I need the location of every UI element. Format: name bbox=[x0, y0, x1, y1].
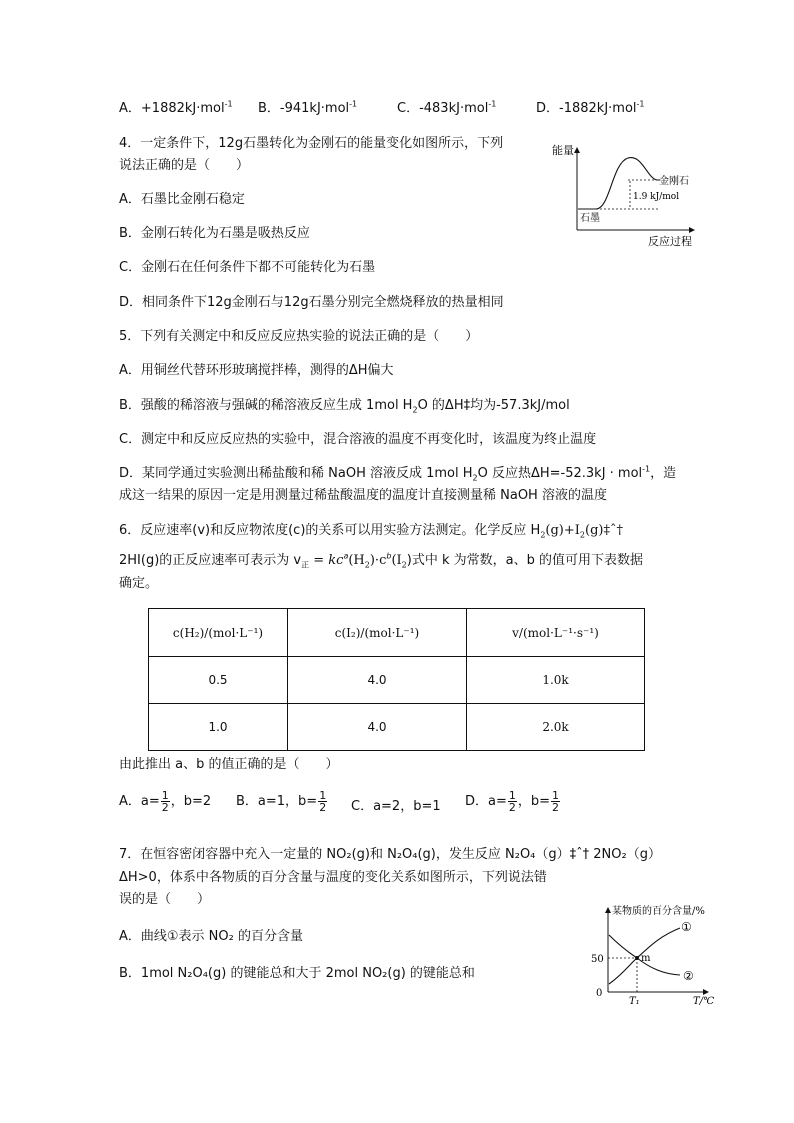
q7-graph-title: 某物质的百分含量/% bbox=[612, 906, 705, 917]
table-cell: 4.0 bbox=[288, 657, 467, 704]
header-v: v/(mol·L⁻¹·s⁻¹) bbox=[467, 609, 645, 657]
q4-stem-line2: 说法正确的是（ ） bbox=[119, 158, 250, 173]
q4-energy-diagram bbox=[548, 138, 698, 250]
q4-option-a: A．石墨比金刚石稳定 bbox=[119, 192, 245, 207]
q3-option-d: D．-1882kJ·mol$^{-1}$ bbox=[536, 99, 645, 116]
q3-option-a: A．+1882kJ·mol$^{-1}$ bbox=[119, 99, 233, 116]
q7-percent-graph bbox=[588, 900, 738, 1008]
q3-option-b: B．-941kJ·mol$^{-1}$ bbox=[258, 99, 358, 116]
q7-point-label: m bbox=[641, 953, 651, 964]
q7-option-a: A．曲线①表示 NO₂ 的百分含量 bbox=[119, 929, 303, 944]
q4-y-label: 能量 bbox=[552, 144, 574, 157]
table-cell: 0.5 bbox=[149, 657, 288, 704]
q4-option-d: D．相同条件下12g金刚石与12g石墨分别完全燃烧释放的热量相同 bbox=[119, 295, 504, 310]
q7-x-label: T/℃ bbox=[693, 996, 715, 1007]
q3-option-c: C．-483kJ·mol$^{-1}$ bbox=[397, 99, 497, 116]
q7-curve-1-label: ① bbox=[681, 920, 692, 934]
q7-point-m bbox=[635, 956, 639, 960]
q6-option-c: C．a=2，b=1 bbox=[351, 799, 441, 814]
q4-lower-label: 石墨 bbox=[580, 213, 600, 224]
q4-option-c: C．金刚石在任何条件下都不可能转化为石墨 bbox=[119, 260, 376, 275]
q7-origin-label: 0 bbox=[596, 988, 603, 999]
header-c-h2: c(H₂)/(mol·L⁻¹) bbox=[149, 609, 288, 657]
q7-curve-2-label: ② bbox=[683, 969, 694, 983]
q4-option-b: B．金刚石转化为石墨是吸热反应 bbox=[119, 226, 310, 241]
q7-stem-line2: ΔH>0，体系中各物质的百分含量与温度的变化关系如图所示，下列说法错 bbox=[119, 870, 547, 885]
table-cell: 1.0k bbox=[467, 657, 645, 704]
q6-stem-line1: 6．反应速率(v)和反应物浓度(c)的关系可以用实验方法测定。化学反应 $H_2(g)+I_2(g)\ddagger ˆ\dagger$ bbox=[119, 523, 623, 540]
table-row bbox=[149, 657, 645, 704]
table-cell: 4.0 bbox=[288, 704, 467, 751]
q6-data-table bbox=[148, 608, 645, 751]
q5-option-d-line2: 成这一结果的原因一定是用测量过稀盐酸温度的温度计直接测量稀 NaOH 溶液的温度 bbox=[119, 488, 607, 503]
q5-option-a: A．用铜丝代替环形玻璃搅拌棒，测得的ΔH偏大 bbox=[119, 363, 394, 378]
q6-conclusion: 由此推出 a、b 的值正确的是（ ） bbox=[119, 757, 339, 772]
q4-upper-label: 金刚石 bbox=[659, 176, 689, 187]
q6-option-b: B．a=1，b= $\frac{1}{2}$ bbox=[236, 789, 327, 814]
q7-stem-line1: 7．在恒容密闭容器中充入一定量的 NO₂(g)和 N₂O₄(g)，发生反应 N₂O₄（g）‡ˆ† 2NO₂（g） bbox=[119, 847, 661, 862]
q7-x-tick: T₁ bbox=[629, 996, 640, 1007]
q6-option-a: A．a= $\frac{1}{2}$ ，b=2 bbox=[119, 789, 212, 814]
q5-option-b: B．强酸的稀溶液与强碱的稀溶液反应生成 1mol $H_2O$ 的ΔH‡均为-57.3kJ/mol bbox=[119, 398, 570, 415]
q4-gap-label: 1.9 kJ/mol bbox=[633, 192, 680, 202]
q7-option-b: B．1mol N₂O₄(g) 的键能总和大于 2mol NO₂(g) 的键能总和 bbox=[119, 966, 475, 981]
table-cell: 1.0 bbox=[149, 704, 288, 751]
q7-y-tick-50: 50 bbox=[591, 954, 604, 965]
q5-stem: 5．下列有关测定中和反应反应热实验的说法正确的是（ ） bbox=[119, 329, 479, 344]
q5-option-c: C．测定中和反应反应热的实验中，混合溶液的温度不再变化时，该温度为终止温度 bbox=[119, 432, 597, 447]
q4-stem-line1: 4．一定条件下，12g石墨转化为金刚石的能量变化如图所示，下列 bbox=[119, 136, 504, 151]
q5-option-d-line1: D．某同学通过实验测出稀盐酸和稀 NaOH 溶液反成 1mol $H_2O$ 反应热ΔH=-52.3kJ · mol$^{-1}$，造 bbox=[119, 464, 677, 483]
q6-stem-line2: 2HI(g)的正反应速率可表示为 $v_正 = kc^a(H_2)\cdot c^b(I_2)$式中 k 为常数，a、b 的值可用下表数据 bbox=[119, 551, 643, 570]
q7-stem-line3: 误的是（ ） bbox=[119, 892, 211, 907]
table-cell: 2.0k bbox=[467, 704, 645, 751]
table-row bbox=[149, 704, 645, 751]
header-c-i2: c(I₂)/(mol·L⁻¹) bbox=[288, 609, 467, 657]
q4-x-label: 反应过程 bbox=[648, 235, 692, 248]
q6-stem-line3: 确定。 bbox=[119, 576, 159, 591]
table-header-row bbox=[149, 609, 645, 657]
q6-option-d: D．a= $\frac{1}{2}$ ，b= $\frac{1}{2}$ bbox=[465, 789, 560, 814]
